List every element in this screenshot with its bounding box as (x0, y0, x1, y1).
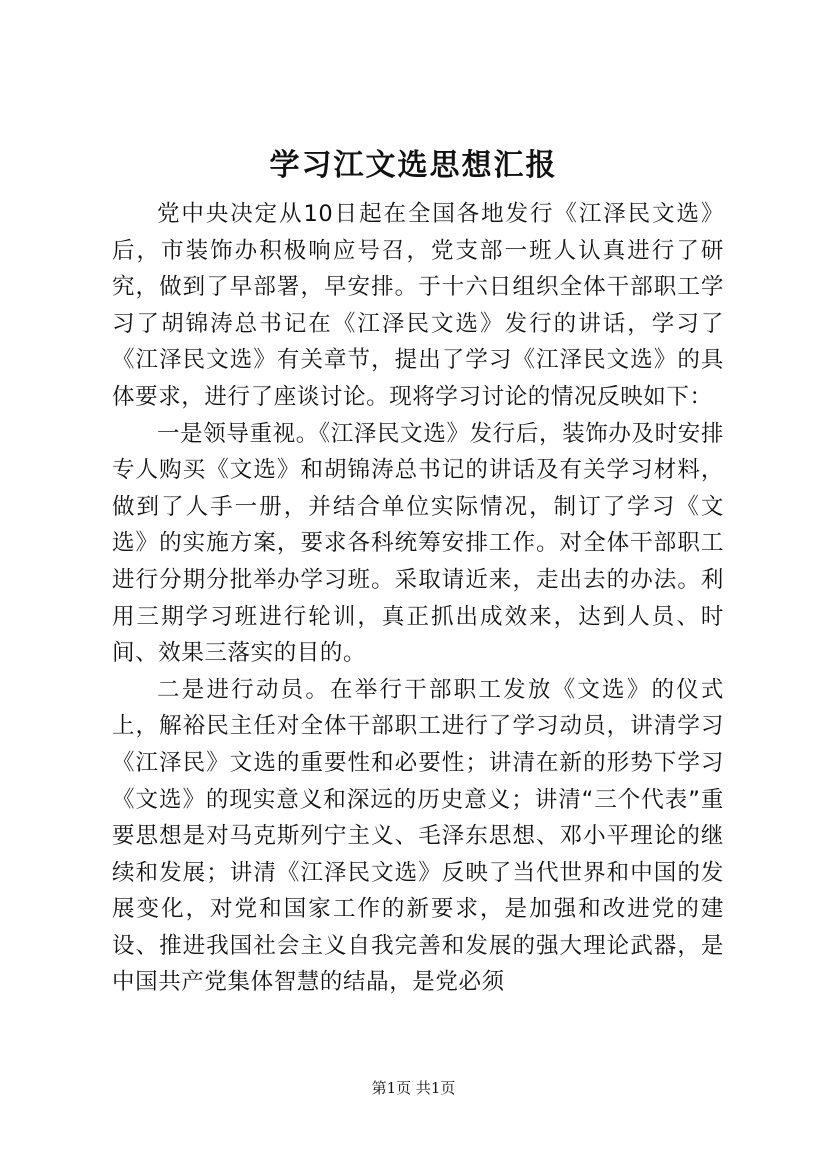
paragraph-mobilization: 二是进行动员。在举行干部职工发放《文选》的仪式上，解裕民主任对全体干部职工进行了学习动员，讲清学习《江泽民》文选的重要性和必要性；讲清在新的形势下学习《文选》的现实意义和深远的历史意义；讲清“三个代表”重要思想是对马克斯列宁主义、毛泽东思想、邓小平理论的继续和发展；讲清《江泽民文选》反映了当代世界和中国的发展变化，对党和国家工作的新要求，是加强和改进党的建设、推进我国社会主义自我完善和发展的强大理论武器，是中国共产党集体智慧的结晶，是党必须 (112, 676, 724, 996)
page-footer (0, 1078, 827, 1098)
document-title: 学习江文选思想汇报 (269, 148, 558, 183)
paragraph-leadership: 一是领导重视。《江泽民文选》发行后，装饰办及时安排专人购买《文选》和胡锦涛总书记的讲话及有关学习材料，做到了人手一册，并结合单位实际情况，制订了学习《文选》的实施方案，要求各科统筹安排工作。对全体干部职工进行分期分批举办学习班。采取请近来，走出去的办法。利用三期学习班进行轮训，真正抓出成效来，达到人员、时间、效果三落实的目的。 (112, 420, 724, 667)
page-number-label: 第1页 共1页 (371, 1079, 456, 1097)
document-body (112, 196, 724, 1001)
paragraph-intro: 党中央决定从10日起在全国各地发行《江泽民文选》后，市装饰办积极响应号召，党支部一班人认真进行了研究，做到了早部署，早安排。于十六日组织全体干部职工学习了胡锦涛总书记在《江泽民文选》发行的讲话，学习了《江泽民文选》有关章节，提出了学习《江泽民文选》的具体要求，进行了座谈讨论。现将学习讨论的情况反映如下： (112, 201, 724, 410)
